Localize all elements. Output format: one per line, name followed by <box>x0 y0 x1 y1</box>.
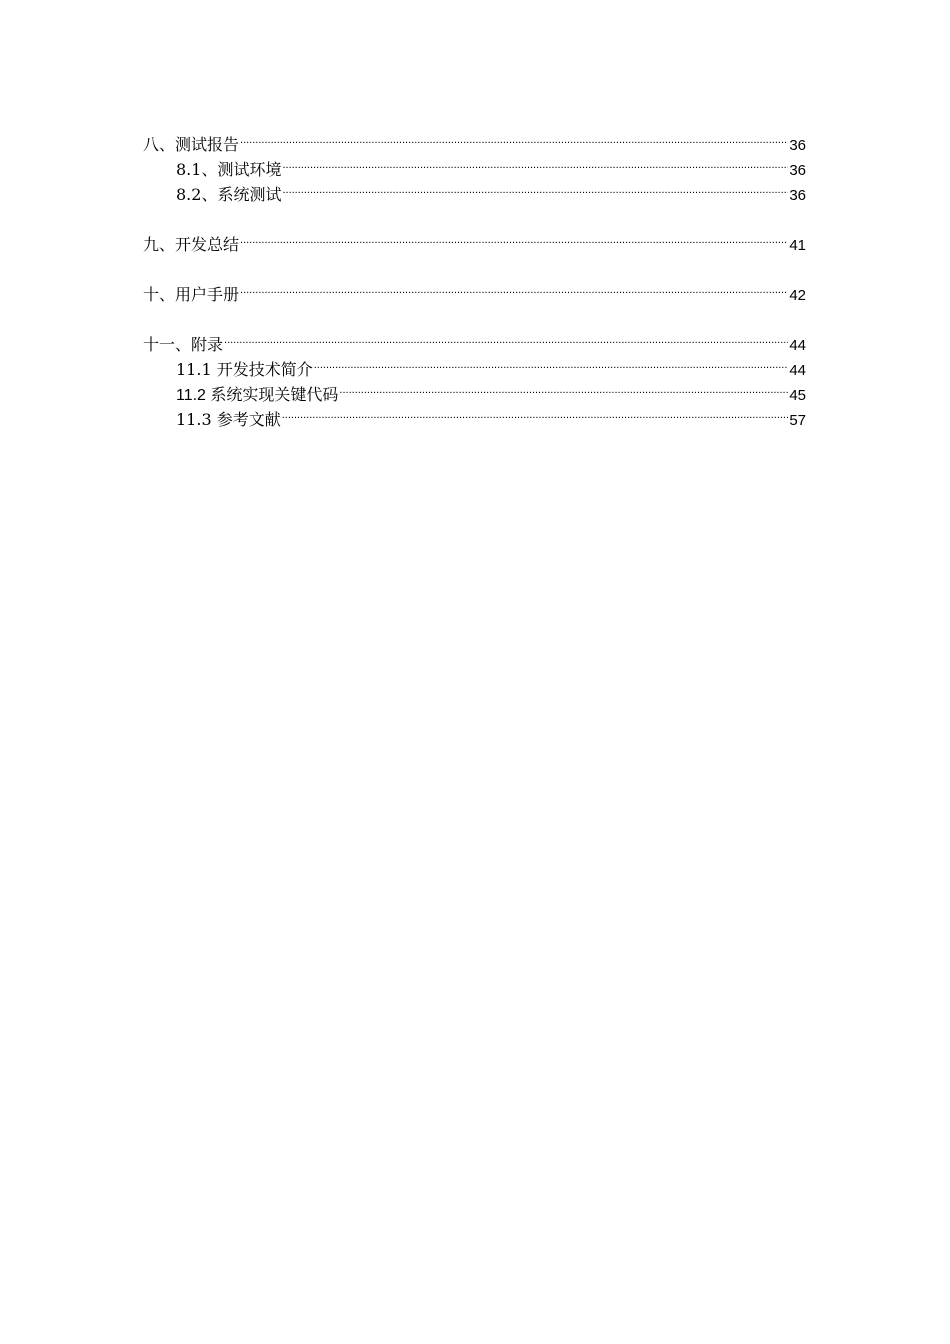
toc-entry-title: 8.1、测试环境 <box>176 160 282 179</box>
toc-entry-user-manual[interactable] <box>143 275 806 304</box>
toc-entry-title: 八、测试报告 <box>143 135 240 154</box>
toc-entry-title: 十一、附录 <box>143 335 224 354</box>
toc-entry-title: 十、用户手册 <box>143 285 240 304</box>
toc-page-number: 44 <box>789 337 806 354</box>
toc-page-number: 41 <box>789 237 806 254</box>
toc-entry-title: 11.3 参考文献 <box>176 410 281 429</box>
toc-dot-leader <box>224 325 788 350</box>
toc-dot-leader <box>314 350 789 375</box>
toc-dot-leader <box>240 125 788 150</box>
toc-entry-test-environment[interactable] <box>143 150 806 179</box>
toc-page-number: 44 <box>789 362 806 379</box>
toc-page-number: 36 <box>789 187 806 204</box>
toc-page-number: 45 <box>789 387 806 404</box>
toc-page-number: 36 <box>789 162 806 179</box>
toc-dot-leader <box>240 275 788 300</box>
toc-entry-development-summary[interactable] <box>143 225 806 254</box>
toc-entry-title: 8.2、系统测试 <box>176 185 282 204</box>
toc-dot-leader <box>282 400 789 425</box>
toc-page-number: 42 <box>789 287 806 304</box>
toc-entry-testing-report[interactable] <box>143 125 806 154</box>
toc-page-number: 57 <box>789 412 806 429</box>
toc-page-number: 36 <box>789 137 806 154</box>
toc-entry-title: 九、开发总结 <box>143 235 240 254</box>
toc-dot-leader <box>240 225 788 250</box>
table-of-contents <box>143 125 806 429</box>
toc-dot-leader <box>339 375 788 400</box>
toc-entry-title: 11.1 开发技术简介 <box>176 360 313 379</box>
toc-entry-appendix[interactable] <box>143 325 806 354</box>
toc-dot-leader <box>282 175 788 200</box>
toc-dot-leader <box>282 150 788 175</box>
toc-entry-title: 11.2 系统实现关键代码 <box>176 387 339 404</box>
toc-entry-tech-introduction[interactable] <box>143 350 806 379</box>
